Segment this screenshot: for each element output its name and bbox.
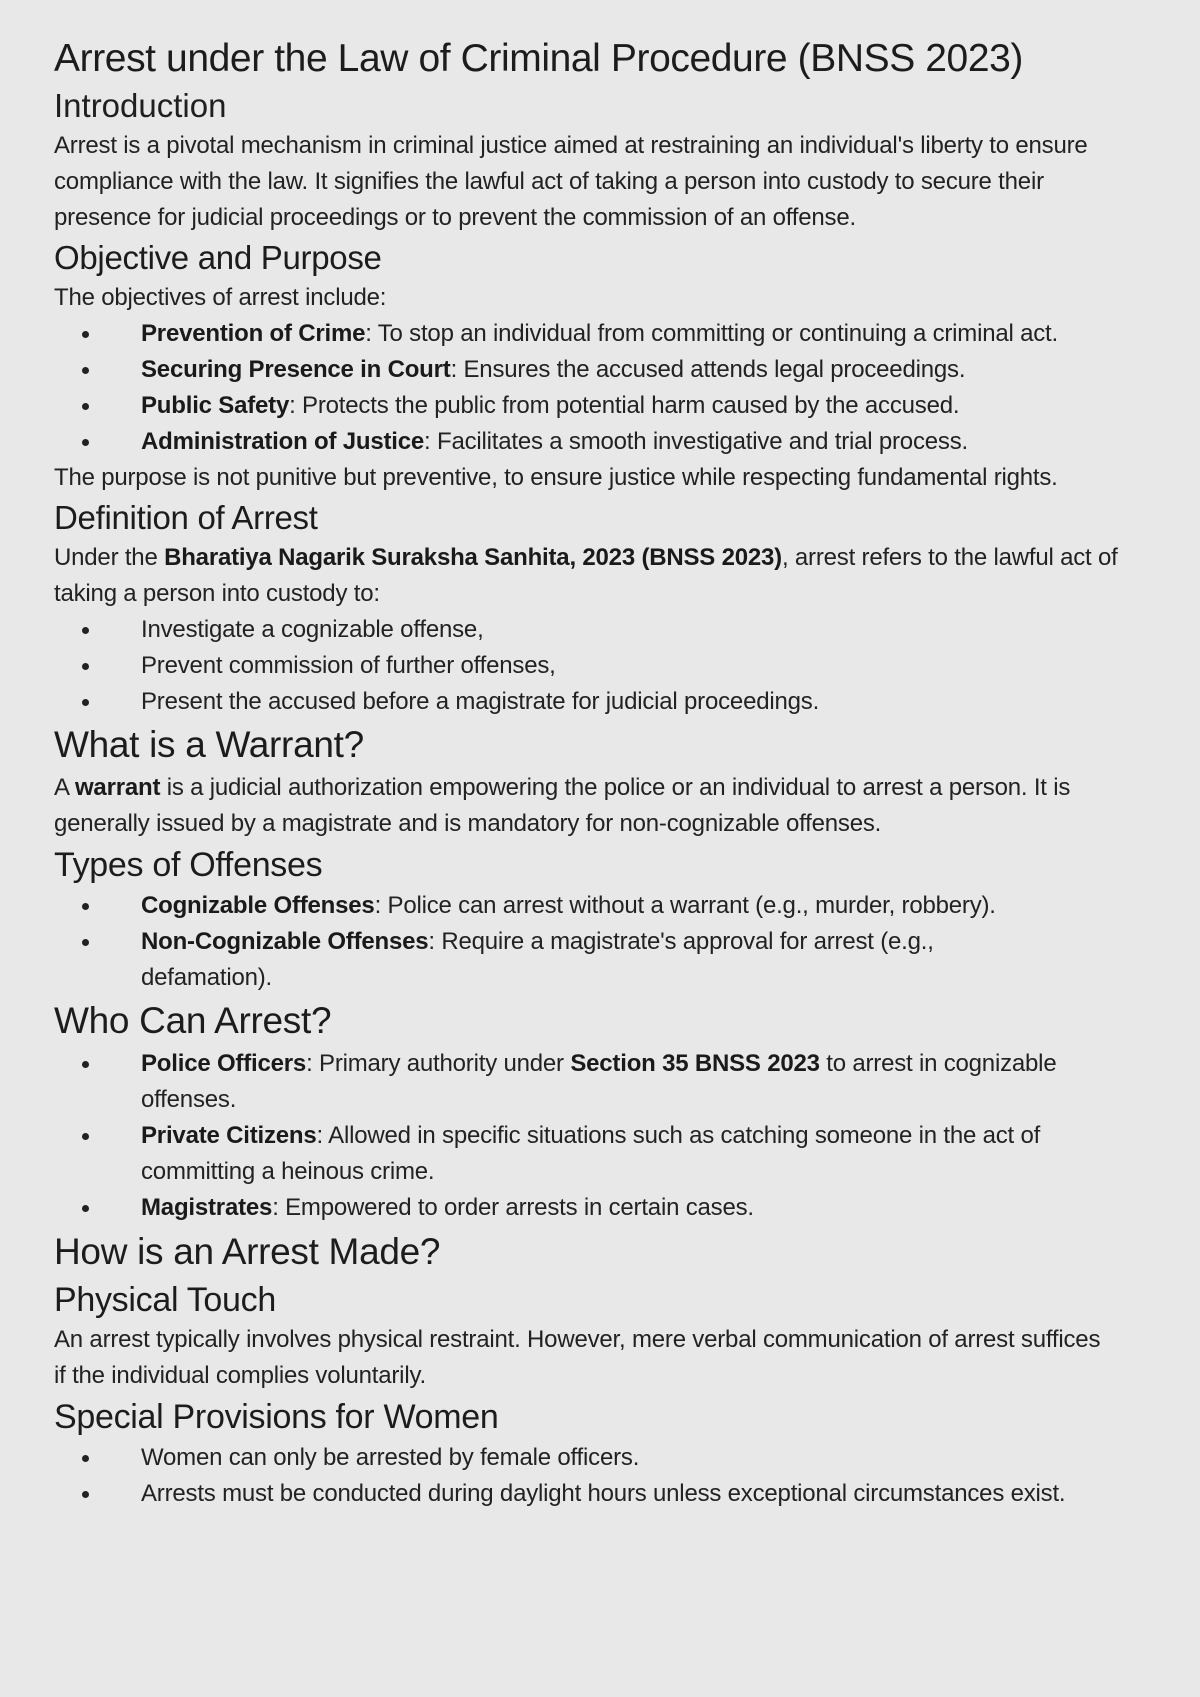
definition-act-name: Bharatiya Nagarik Suraksha Sanhita, 2023 (BNSS 2023)	[164, 544, 782, 571]
list-item	[54, 388, 1134, 424]
item-term: Administration of Justice	[141, 428, 425, 455]
definition-lead-suffix: , arrest refers to the lawful act of taking a person into custody to:	[54, 544, 1118, 607]
item-term: Police Officers	[141, 1050, 307, 1077]
document-title: Arrest under the Law of Criminal Procedure (BNSS 2023)	[54, 37, 1024, 80]
heading-offenses: Types of Offenses	[54, 846, 323, 884]
item-text: Prevent commission of further offenses,	[141, 652, 556, 679]
objective-lead: The objectives of arrest include:	[54, 284, 387, 311]
item-term: Magistrates	[141, 1194, 273, 1221]
heading-objective: Objective and Purpose	[54, 239, 382, 276]
section-definition	[54, 496, 1146, 720]
item-text: to arrest in cognizable offenses.	[141, 1050, 1057, 1113]
list-item	[54, 1046, 1134, 1118]
list-item	[54, 684, 1146, 720]
bullet-icon	[82, 1061, 89, 1068]
item-text: : Allowed in specific situations such as catching someone in the act of committing a heinous crime.	[141, 1122, 1041, 1185]
section-offenses	[54, 842, 1146, 996]
bullet-icon	[82, 903, 89, 910]
list-item	[54, 424, 1134, 460]
item-text: : Empowered to order arrests in certain cases.	[272, 1194, 754, 1221]
objective-closing: The purpose is not punitive but preventive, to ensure justice while respecting fundamental rights.	[54, 464, 1058, 491]
bullet-icon	[82, 1133, 89, 1140]
item-text: : Require a magistrate's approval for arrest (e.g., defamation).	[141, 928, 934, 991]
definition-lead-prefix: Under the	[54, 544, 165, 571]
item-term: Private Citizens	[141, 1122, 317, 1149]
warrant-suffix: is a judicial authorization empowering the police or an individual to arrest a person. It is generally issued by a magistrate and is mandatory for non-cognizable offenses.	[54, 774, 1071, 837]
item-text: Present the accused before a magistrate for judicial proceedings.	[141, 688, 820, 715]
list-item	[54, 1190, 1134, 1226]
list-item	[54, 1118, 1134, 1190]
offenses-list	[54, 888, 1064, 996]
introduction-text: Arrest is a pivotal mechanism in criminal justice aimed at restraining an individual's liberty to ensure compliance with the law. It signifies the lawful act of taking a person into custody to secure their presence for judicial proceedings or to prevent the commission of an offense.	[54, 132, 1088, 231]
item-term: Public Safety	[141, 392, 290, 419]
heading-physical-touch: Physical Touch	[54, 1281, 276, 1319]
item-text: : Facilitates a smooth investigative and trial process.	[424, 428, 968, 455]
heading-women-provisions: Special Provisions for Women	[54, 1398, 499, 1436]
list-item	[54, 352, 1134, 388]
bullet-icon	[82, 699, 89, 706]
heading-who-can-arrest: Who Can Arrest?	[54, 1000, 332, 1041]
item-text: : Ensures the accused attends legal proceedings.	[450, 356, 966, 383]
heading-how-arrest-made: How is an Arrest Made?	[54, 1231, 441, 1272]
bullet-icon	[82, 1205, 89, 1212]
heading-introduction: Introduction	[54, 87, 227, 124]
item-term: Non-Cognizable Offenses	[141, 928, 429, 955]
item-text: : Police can arrest without a warrant (e.g., murder, robbery).	[374, 892, 996, 919]
list-item	[54, 648, 1146, 684]
warrant-term: warrant	[74, 774, 161, 801]
list-item	[54, 1440, 1134, 1476]
section-warrant	[54, 720, 1146, 842]
definition-list	[54, 612, 1146, 720]
list-item	[54, 888, 1064, 924]
list-item	[54, 924, 1064, 996]
item-text: Arrests must be conducted during daylight hours unless exceptional circumstances exist.	[141, 1480, 1066, 1507]
item-text: Women can only be arrested by female officers.	[141, 1444, 640, 1471]
bullet-icon	[82, 1455, 89, 1462]
women-provisions-list	[54, 1440, 1134, 1512]
bullet-icon	[82, 439, 89, 446]
bullet-icon	[82, 627, 89, 634]
bullet-icon	[82, 1491, 89, 1498]
bullet-icon	[82, 331, 89, 338]
item-text: : To stop an individual from committing or continuing a criminal act.	[365, 320, 1058, 347]
heading-definition: Definition of Arrest	[54, 499, 318, 536]
section-introduction	[54, 84, 1146, 236]
who-list	[54, 1046, 1134, 1226]
definition-lead	[54, 540, 1154, 612]
section-who-can-arrest	[54, 996, 1146, 1226]
warrant-prefix: A	[54, 774, 75, 801]
heading-warrant: What is a Warrant?	[54, 724, 364, 765]
list-item	[54, 612, 1146, 648]
item-term: Cognizable Offenses	[141, 892, 375, 919]
objective-list	[54, 316, 1134, 460]
section-objective	[54, 236, 1146, 496]
bullet-icon	[82, 403, 89, 410]
warrant-text	[54, 770, 1154, 842]
item-term: Securing Presence in Court	[141, 356, 451, 383]
item-term: Prevention of Crime	[141, 320, 366, 347]
section-how-arrest-made	[54, 1226, 1146, 1512]
bullet-icon	[82, 367, 89, 374]
bullet-icon	[82, 939, 89, 946]
list-item	[54, 316, 1134, 352]
item-text: : Protects the public from potential harm caused by the accused.	[289, 392, 960, 419]
section-reference: Section 35 BNSS 2023	[570, 1050, 820, 1077]
bullet-icon	[82, 663, 89, 670]
item-text: Investigate a cognizable offense,	[141, 616, 484, 643]
physical-touch-text: An arrest typically involves physical restraint. However, mere verbal communication of arrest suffices if the individual complies voluntarily.	[54, 1326, 1101, 1389]
list-item	[54, 1476, 1134, 1512]
item-text: : Primary authority under	[306, 1050, 571, 1077]
